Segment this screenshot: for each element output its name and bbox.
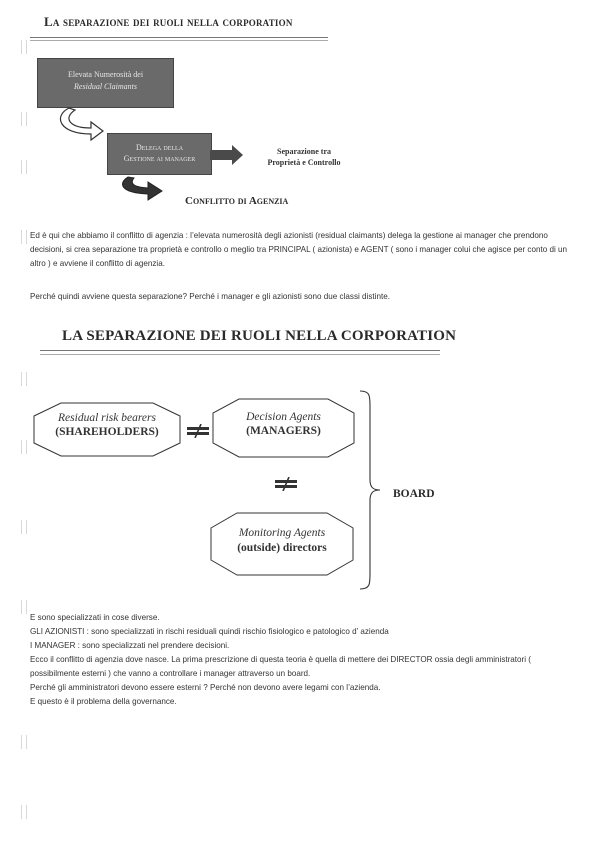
text-line: GLI AZIONISTI : sono specializzati in rischi residuali quindi rischio fisiologico e patologico d’ azienda [30, 627, 389, 636]
margin-mark [21, 520, 27, 534]
title-rule [30, 40, 328, 41]
managers-line1: Decision Agents [246, 411, 321, 423]
margin-mark [21, 735, 27, 749]
margin-mark [21, 372, 27, 386]
section2-title: LA SEPARAZIONE DEI RUOLI NELLA CORPORATION [62, 328, 457, 344]
managers-line2: (MANAGERS) [246, 425, 321, 437]
text-line: Perché gli amministratori devono essere esterni ? Perché non devono avere legami con l’azienda. [30, 683, 381, 692]
paragraph-agency-conflict: Ed è qui che abbiamo il conflitto di agenzia : l’elevata numerosità degli azionisti (residual claimants) delega la gestione ai manager che prendono decisioni, si crea separazione tra proprietà e controllo o meglio tra PRINCIPAL ( azionista) e AGENT ( sono i manager colui che agisce per conto di un altro ) e avviene il conflitto di agenzia. [30, 231, 568, 268]
margin-mark [21, 40, 27, 54]
title-rule [40, 350, 440, 351]
directors-line1: Monitoring Agents [238, 527, 326, 539]
not-equal-icon [275, 477, 297, 491]
margin-mark [21, 230, 27, 244]
result-line1: Separazione tra [277, 147, 331, 156]
directors-shape [210, 512, 354, 576]
text-line: possibilmente esterni ) che vanno a controllare i manager attraverso un board. [30, 669, 311, 678]
title-rule [30, 37, 328, 38]
box1-line2: Residual Claimants [74, 82, 137, 91]
text-line: E questo è il problema della governance. [30, 697, 177, 706]
delega-gestione-box [107, 133, 212, 175]
result-line2: Proprietà e Controllo [267, 158, 341, 167]
shareholders-shape [33, 402, 181, 457]
arrow-right-icon [210, 145, 244, 165]
directors-line2: (outside) directors [237, 542, 327, 554]
box1-line1: Elevata Numerosità dei [67, 70, 144, 79]
margin-mark [21, 805, 27, 819]
box2-line2: Gestione ai manager [123, 154, 196, 163]
board-brace [358, 390, 382, 590]
margin-mark [21, 600, 27, 614]
margin-mark [21, 112, 27, 126]
section1-title: La separazione dei ruoli nella corporation [44, 14, 293, 29]
not-equal-icon [187, 424, 209, 438]
text-line: Ecco il conflitto di agenzia dove nasce. La prima prescrizione di questa teoria è quella di mettere dei DIRECTOR ossia degli amministratori ( [30, 655, 531, 664]
title-rule [40, 354, 440, 355]
margin-mark [21, 160, 27, 174]
paragraph-why-separation: Perché quindi avviene questa separazione? Perché i manager e gli azionisti sono due classi distinte. [30, 292, 390, 301]
residual-claimants-box [37, 58, 174, 108]
conflitto-label: Conflitto di Agenzia [185, 195, 289, 207]
curved-arrow-dark-icon [118, 175, 188, 203]
text-line: E sono specializzati in cose diverse. [30, 613, 160, 622]
box2-line1: Delega della [135, 143, 184, 152]
margin-mark [21, 440, 27, 454]
managers-shape [212, 398, 355, 458]
shareholders-line1: Residual risk bearers [58, 412, 156, 424]
text-line: I MANAGER : sono specializzati nel prendere decisioni. [30, 641, 230, 650]
board-label: BOARD [393, 488, 435, 500]
shareholders-line2: (SHAREHOLDERS) [55, 426, 159, 438]
